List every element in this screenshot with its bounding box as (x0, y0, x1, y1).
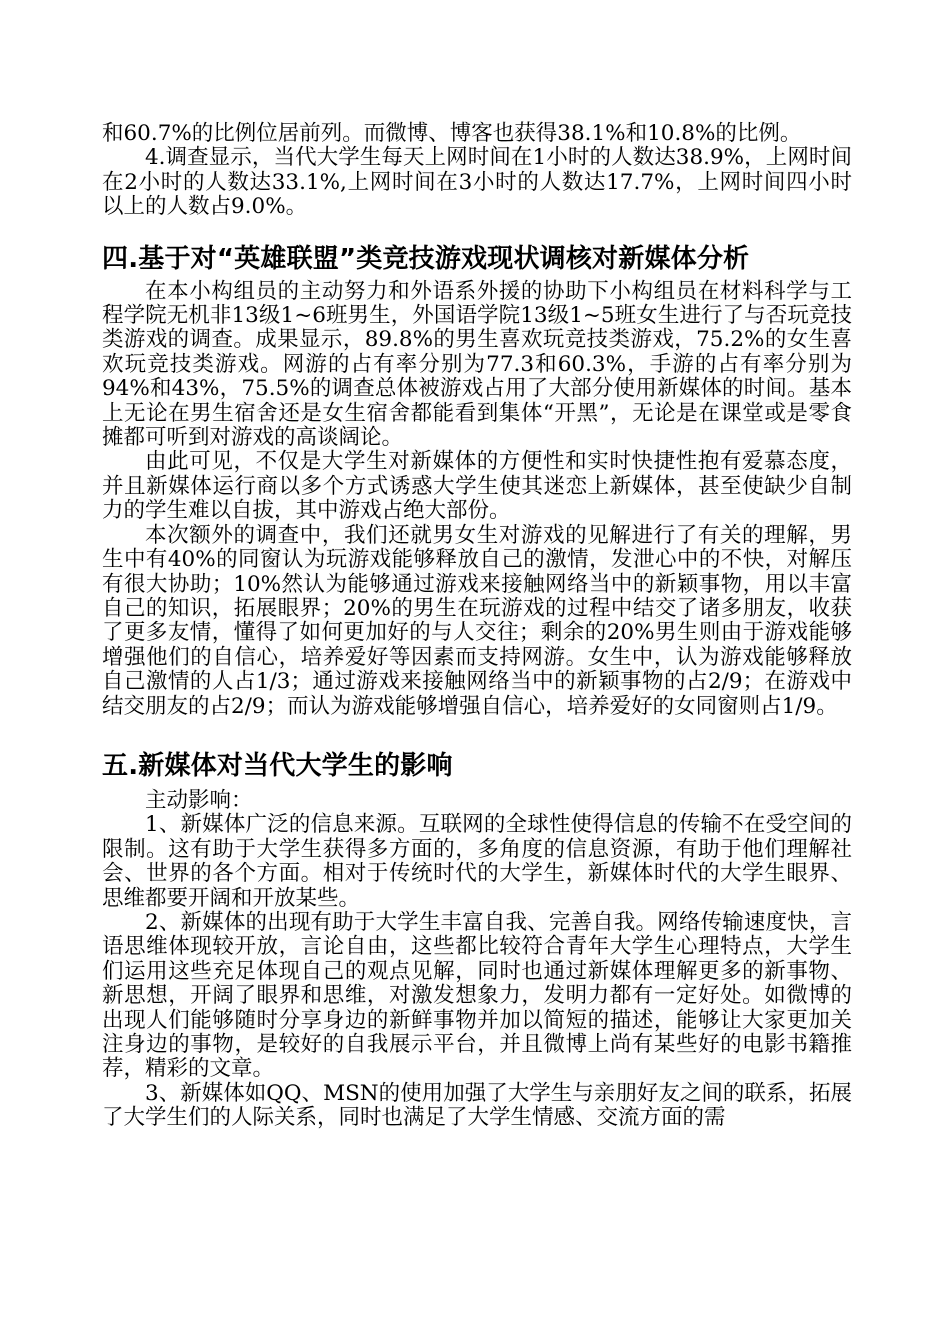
section3-item-4: 4.调查显示，当代大学生每天上网时间在1小时的人数达38.9%，上网时间在2小时的人数达33.1%,上网时间在3小时的人数达17.7%，上网时间四小时以上的人数占9.0%。 (102, 145, 852, 220)
document-page (102, 122, 852, 1131)
section4-paragraph-2: 由此可见，不仅是大学生对新媒体的方便性和实时快捷性抱有爱慕态度，并且新媒体运行商以多个方式诱惑大学生使其迷恋上新媒体，甚至使缺少自制力的学生难以自拔，其中游戏占绝大部份。 (102, 449, 852, 524)
section4-paragraph-3: 本次额外的调查中，我们还就男女生对游戏的见解进行了有关的理解，男生中有40%的同窗认为玩游戏能够释放自己的激情，发泄心中的不快，对解压有很大协助；10%然认为能够通过游戏来接触网络当中的新颖事物，用以丰富自己的知识，拓展眼界；20%的男生在玩游戏的过程中结交了诸多朋友，收获了更多友情，懂得了如何更加好的与人交往；剩余的20%男生则由于游戏能够增强他们的自信心，培养爱好等因素而支持网游。女生中，认为游戏能够释放自己激情的人占1/3；通过游戏来接触网络当中的新颖事物的占2/9；在游戏中结交朋友的占2/9；而认为游戏能够增强自信心，培养爱好的女同窗则占1/9。 (102, 522, 852, 719)
section5-heading: 五.新媒体对当代大学生的影响 (102, 750, 453, 781)
section5-point-3: 3、新媒体如QQ、MSN的使用加强了大学生与亲朋好友之间的联系，拓展了大学生们的人际关系，同时也满足了大学生情感、交流方面的需 (102, 1080, 852, 1131)
section3-tail-line: 和60.7%的比例位居前列。而微博、博客也获得38.1%和10.8%的比例。 (102, 121, 802, 146)
section5-point-2: 2、新媒体的出现有助于大学生丰富自我、完善自我。网络传输速度快，言语思维体现较开放，言论自由，这些都比较符合青年大学生心理特点，大学生们运用这些充足体现自己的观点见解，同时也通过新媒体理解更多的新事物、新思想，开阔了眼界和思维，对激发想象力，发明力都有一定好处。如微博的出现人们能够随时分享身边的新鲜事物并加以简短的描述，能够让大家更加关注身边的事物，是较好的自我展示平台，并且微博上尚有某些好的电影书籍推荐，精彩的文章。 (102, 909, 852, 1082)
section5-point-1: 1、新媒体广泛的信息来源。互联网的全球性使得信息的传输不在受空间的限制。这有助于大学生获得多方面的，多角度的信息资源，有助于他们理解社会、世界的各个方面。相对于传统时代的大学生，新媒体时代的大学生眼界、思维都要开阔和开放某些。 (102, 812, 852, 911)
section4-paragraph-1: 在本小构组员的主动努力和外语系外援的协助下小构组员在材料科学与工程学院无机非13级1~6班男生，外国语学院13级1~5班女生进行了与否玩竞技类游戏的调查。成果显示，89.8%的男生喜欢玩竞技类游戏，75.2%的女生喜欢玩竞技类游戏。网游的占有率分别为77.3和60.3%，手游的占有率分别为94%和43%，75.5%的调查总体被游戏占用了大部分使用新媒体的时间。基本上无论在男生宿舍还是女生宿舍都能看到集体“开黑”，无论是在课堂或是零食摊都可听到对游戏的高谈阔论。 (102, 278, 852, 451)
section5-positive-label: 主动影响： (145, 787, 253, 813)
section4-heading: 四.基于对“英雄联盟”类竞技游戏现状调核对新媒体分析 (102, 243, 750, 274)
